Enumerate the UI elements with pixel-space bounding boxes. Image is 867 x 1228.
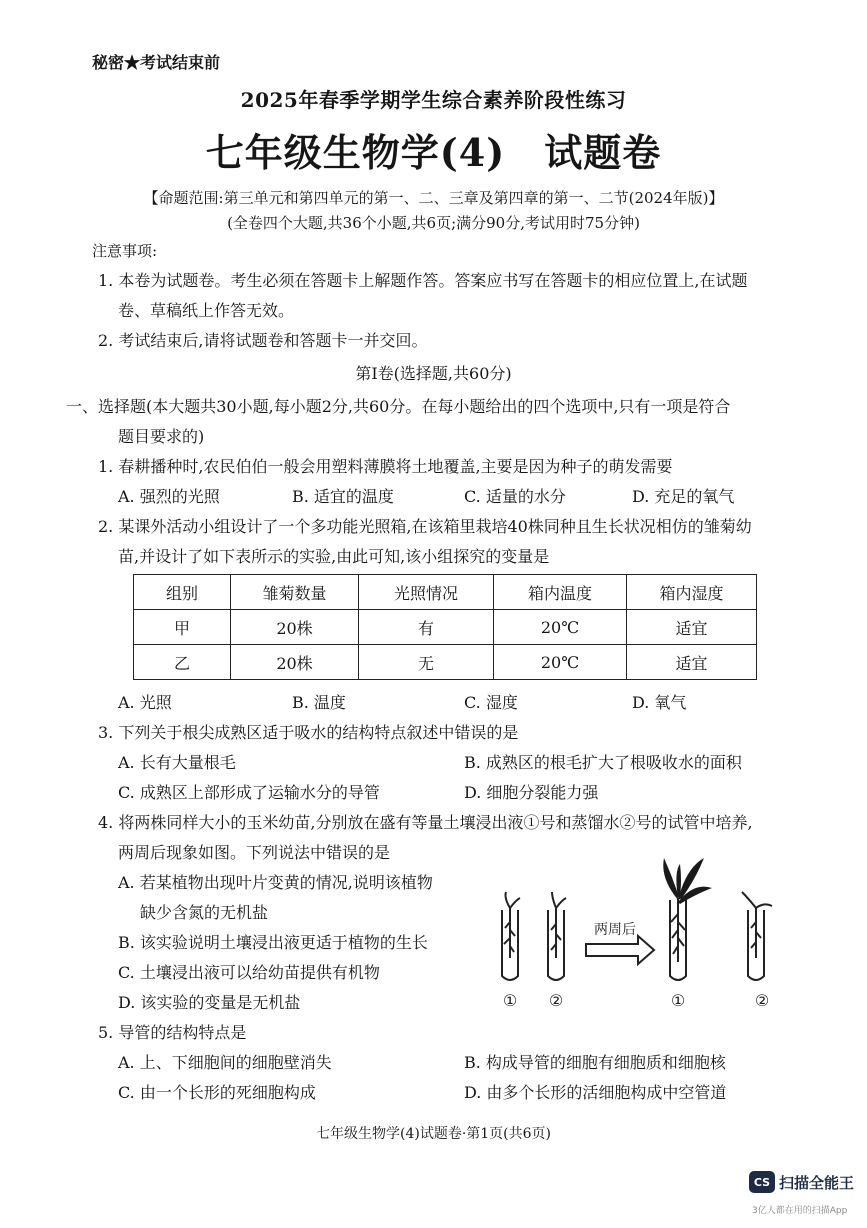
- table-cell: 20℃: [494, 610, 627, 645]
- table-cell: 适宜: [627, 610, 757, 645]
- table-cell: 无: [359, 645, 494, 680]
- question-5-option-c: C. 由一个长形的死细胞构成: [118, 1083, 316, 1102]
- question-3-stem: 3. 下列关于根尖成熟区适于吸水的结构特点叙述中错误的是: [98, 723, 519, 742]
- table-row: [134, 610, 757, 645]
- part-1-title: 第Ⅰ卷(选择题,共60分): [355, 364, 512, 383]
- question-4-option-a-line-2: 缺少含氮的无机盐: [140, 903, 269, 922]
- question-3-option-a: A. 长有大量根毛: [118, 753, 236, 772]
- table-cell: 20株: [231, 645, 359, 680]
- arrow-icon: [586, 936, 654, 964]
- question-3-option-d: D. 细胞分裂能力强: [464, 783, 599, 802]
- table-cell: 适宜: [627, 645, 757, 680]
- notice-heading: 注意事项:: [92, 242, 158, 260]
- question-3-option-b: B. 成熟区的根毛扩大了根吸收水的面积: [464, 753, 742, 772]
- page-title: 七年级生物学(4) 试题卷: [205, 130, 662, 175]
- watermark-name: 扫描全能王: [779, 1174, 855, 1192]
- question-4-option-d: D. 该实验的变量是无机盐: [118, 993, 301, 1012]
- page-footer: 七年级生物学(4)试题卷·第1页(共6页): [315, 1126, 552, 1142]
- question-4-stem-line-1: 4. 将两株同样大小的玉米幼苗,分别放在盛有等量土壤浸出液①号和蒸馏水②号的试管中培养,: [98, 813, 753, 832]
- question-5-option-a: A. 上、下细胞间的细胞壁消失: [118, 1053, 332, 1072]
- question-1-stem: 1. 春耕播种时,农民伯伯一般会用塑料薄膜将土地覆盖,主要是因为种子的萌发需要: [98, 457, 673, 476]
- notice-item-2: 2. 考试结束后,请将试题卷和答题卡一并交回。: [98, 331, 428, 350]
- exam-title: 2025年春季学期学生综合素养阶段性练习: [240, 88, 627, 112]
- question-4-option-a-line-1: A. 若某植物出现叶片变黄的情况,说明该植物: [118, 873, 433, 892]
- tube-label: ①: [670, 991, 686, 1010]
- question-2-option-d: D. 氧气: [632, 693, 687, 712]
- table-cell: 有: [359, 610, 494, 645]
- seedling-experiment-figure: [490, 858, 790, 1018]
- question-4-option-b: B. 该实验说明土壤浸出液更适于植物的生长: [118, 933, 428, 952]
- question-2-option-c: C. 湿度: [464, 693, 518, 712]
- question-4-stem-line-2: 两周后现象如图。下列说法中错误的是: [118, 843, 391, 862]
- exam-scope: 【命题范围:第三单元和第四单元的第一、二、三章及第四章的第一、二节(2024年版)】: [143, 189, 724, 207]
- question-2-option-b: B. 温度: [292, 693, 346, 712]
- question-1-option-d: D. 充足的氧气: [632, 487, 735, 506]
- table-header-cell: 雏菊数量: [231, 575, 359, 610]
- table-header-cell: 组别: [134, 575, 231, 610]
- table-cell: 20株: [231, 610, 359, 645]
- notice-item-1-line-2: 卷、草稿纸上作答无效。: [118, 301, 295, 320]
- question-3-option-c: C. 成熟区上部形成了运输水分的导管: [118, 783, 380, 802]
- watermark-tagline: 3亿人都在用的扫描App: [752, 1206, 848, 1216]
- table-cell: 甲: [134, 610, 231, 645]
- question-1-option-b: B. 适宜的温度: [292, 487, 394, 506]
- paper-info: (全卷四个大题,共36个小题,共6页;满分90分,考试用时75分钟): [227, 214, 640, 232]
- question-1-option-a: A. 强烈的光照: [118, 487, 220, 506]
- question-2-option-a: A. 光照: [118, 693, 172, 712]
- tube-label: ②: [754, 991, 770, 1010]
- section-1-line-2: 题目要求的): [118, 427, 205, 446]
- question-5-option-d: D. 由多个长形的活细胞构成中空管道: [464, 1083, 727, 1102]
- table-header-cell: 光照情况: [359, 575, 494, 610]
- table-cell: 乙: [134, 645, 231, 680]
- table-header-cell: 箱内湿度: [627, 575, 757, 610]
- arrow-label: 两周后: [594, 921, 636, 937]
- question-5-stem: 5. 导管的结构特点是: [98, 1023, 247, 1042]
- section-1-line-1: 一、选择题(本大题共30小题,每小题2分,共60分。在每小题给出的四个选项中,只有一项是符合: [66, 397, 731, 416]
- notice-item-1-line-1: 1. 本卷为试题卷。考生必须在答题卡上解题作答。答案应书写在答题卡的相应位置上,在试题: [98, 271, 748, 290]
- question-2-stem-line-2: 苗,并设计了如下表所示的实验,由此可知,该小组探究的变量是: [118, 547, 550, 566]
- question-1-option-c: C. 适量的水分: [464, 487, 566, 506]
- table-row: [134, 645, 757, 680]
- question-4-option-c: C. 土壤浸出液可以给幼苗提供有机物: [118, 963, 380, 982]
- experiment-table: [133, 574, 757, 680]
- tube-label: ①: [502, 991, 518, 1010]
- question-2-stem-line-1: 2. 某课外活动小组设计了一个多功能光照箱,在该箱里栽培40株同种且生长状况相仿的雏菊幼: [98, 517, 752, 536]
- question-5-option-b: B. 构成导管的细胞有细胞质和细胞核: [464, 1053, 726, 1072]
- tube-label: ②: [548, 991, 564, 1010]
- secret-label: 秘密★考试结束前: [92, 53, 221, 72]
- table-header-row: [134, 575, 757, 610]
- table-header-cell: 箱内温度: [494, 575, 627, 610]
- table-cell: 20℃: [494, 645, 627, 680]
- camscanner-logo-icon: CS: [749, 1171, 775, 1193]
